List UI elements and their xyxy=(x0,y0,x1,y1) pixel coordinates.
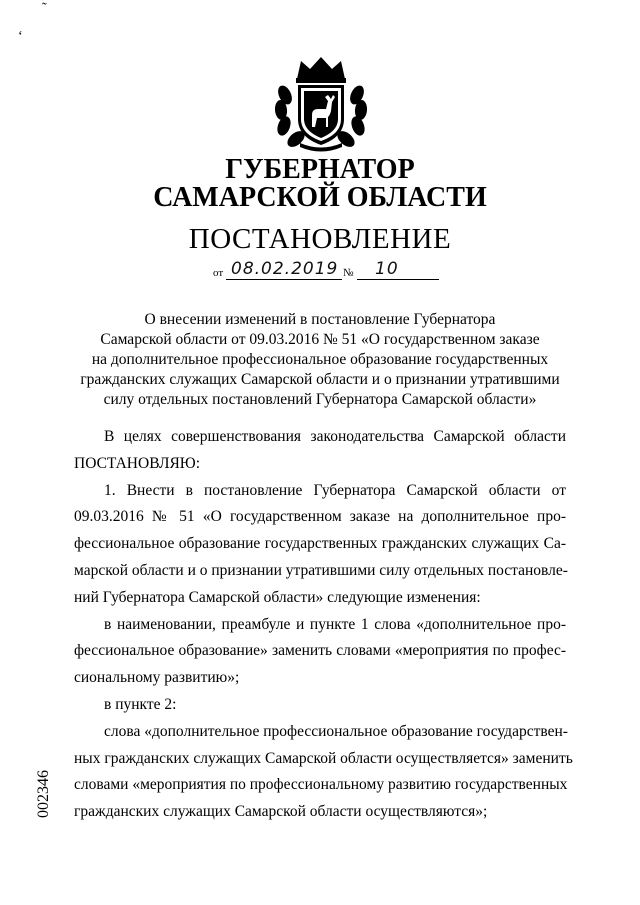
scan-mark: ˜ xyxy=(42,1,47,16)
subject-line: на дополнительное профессиональное образование государственных xyxy=(91,351,549,368)
body-line: сиональному развитию»; xyxy=(74,669,240,687)
body-line: 09.03.2016 № 51 «О государственном заказе на дополнительное про- xyxy=(74,508,566,526)
issuer-title-line2: САМАРСКОЙ ОБЛАСТИ xyxy=(153,182,487,213)
handwritten-date: 08.02.2019 xyxy=(231,259,339,279)
body-line: 1. Внести в постановление Губернатора Самарской области от xyxy=(104,481,566,499)
number-underline xyxy=(357,279,439,280)
document-subject xyxy=(70,310,570,410)
date-underline xyxy=(226,279,342,280)
body-line: В целях совершенствования законодательства Самарской области xyxy=(104,428,566,445)
body-line: ПОСТАНОВЛЯЮ: xyxy=(74,454,201,472)
serial-number xyxy=(32,758,56,830)
number-label: № xyxy=(343,267,354,279)
body-line: марской области и о признании утратившими силу отдельных постановле- xyxy=(74,561,568,579)
body-line: в пункте 2: xyxy=(104,695,177,713)
body-line: гражданских служащих Самарской области осуществляются»; xyxy=(74,803,488,821)
issuer-title-line1: ГУБЕРНАТОР xyxy=(225,154,415,185)
body-line: фессиональное образование» заменить словами «мероприятия по профес- xyxy=(74,642,566,660)
body-line: фессиональное образование государственных гражданских служащих Са- xyxy=(74,535,566,553)
scan-mark: ʻ xyxy=(18,29,23,44)
body-line: ний Губернатора Самарской области» следующие изменения: xyxy=(74,588,481,606)
subject-line: Самарской области от 09.03.2016 № 51 «О государственном заказе xyxy=(100,331,540,348)
body-line: слова «дополнительное профессиональное образование государствен- xyxy=(104,722,568,740)
subject-line: О внесении изменений в постановление Губернатора xyxy=(144,311,496,328)
body-line: ных гражданских служащих Самарской области осуществляется» заменить xyxy=(74,749,573,767)
handwritten-number: 10 xyxy=(375,259,399,279)
body-line: в наименовании, преамбуле и пункте 1 слова «дополнительное про- xyxy=(104,615,566,633)
subject-line: силу отдельных постановлений Губернатора Самарской области» xyxy=(103,391,537,408)
date-label: от xyxy=(213,267,224,279)
serial-number-text: 002346 xyxy=(35,770,52,818)
document-type-title: ПОСТАНОВЛЕНИЕ xyxy=(188,223,452,255)
subject-line: гражданских служащих Самарской области и о признании утратившими xyxy=(80,371,560,388)
body-line: словами «мероприятия по профессиональному развитию государственных xyxy=(74,776,568,794)
date-number-line xyxy=(213,259,443,282)
coat-of-arms-icon xyxy=(270,55,372,153)
document-body xyxy=(74,424,573,826)
